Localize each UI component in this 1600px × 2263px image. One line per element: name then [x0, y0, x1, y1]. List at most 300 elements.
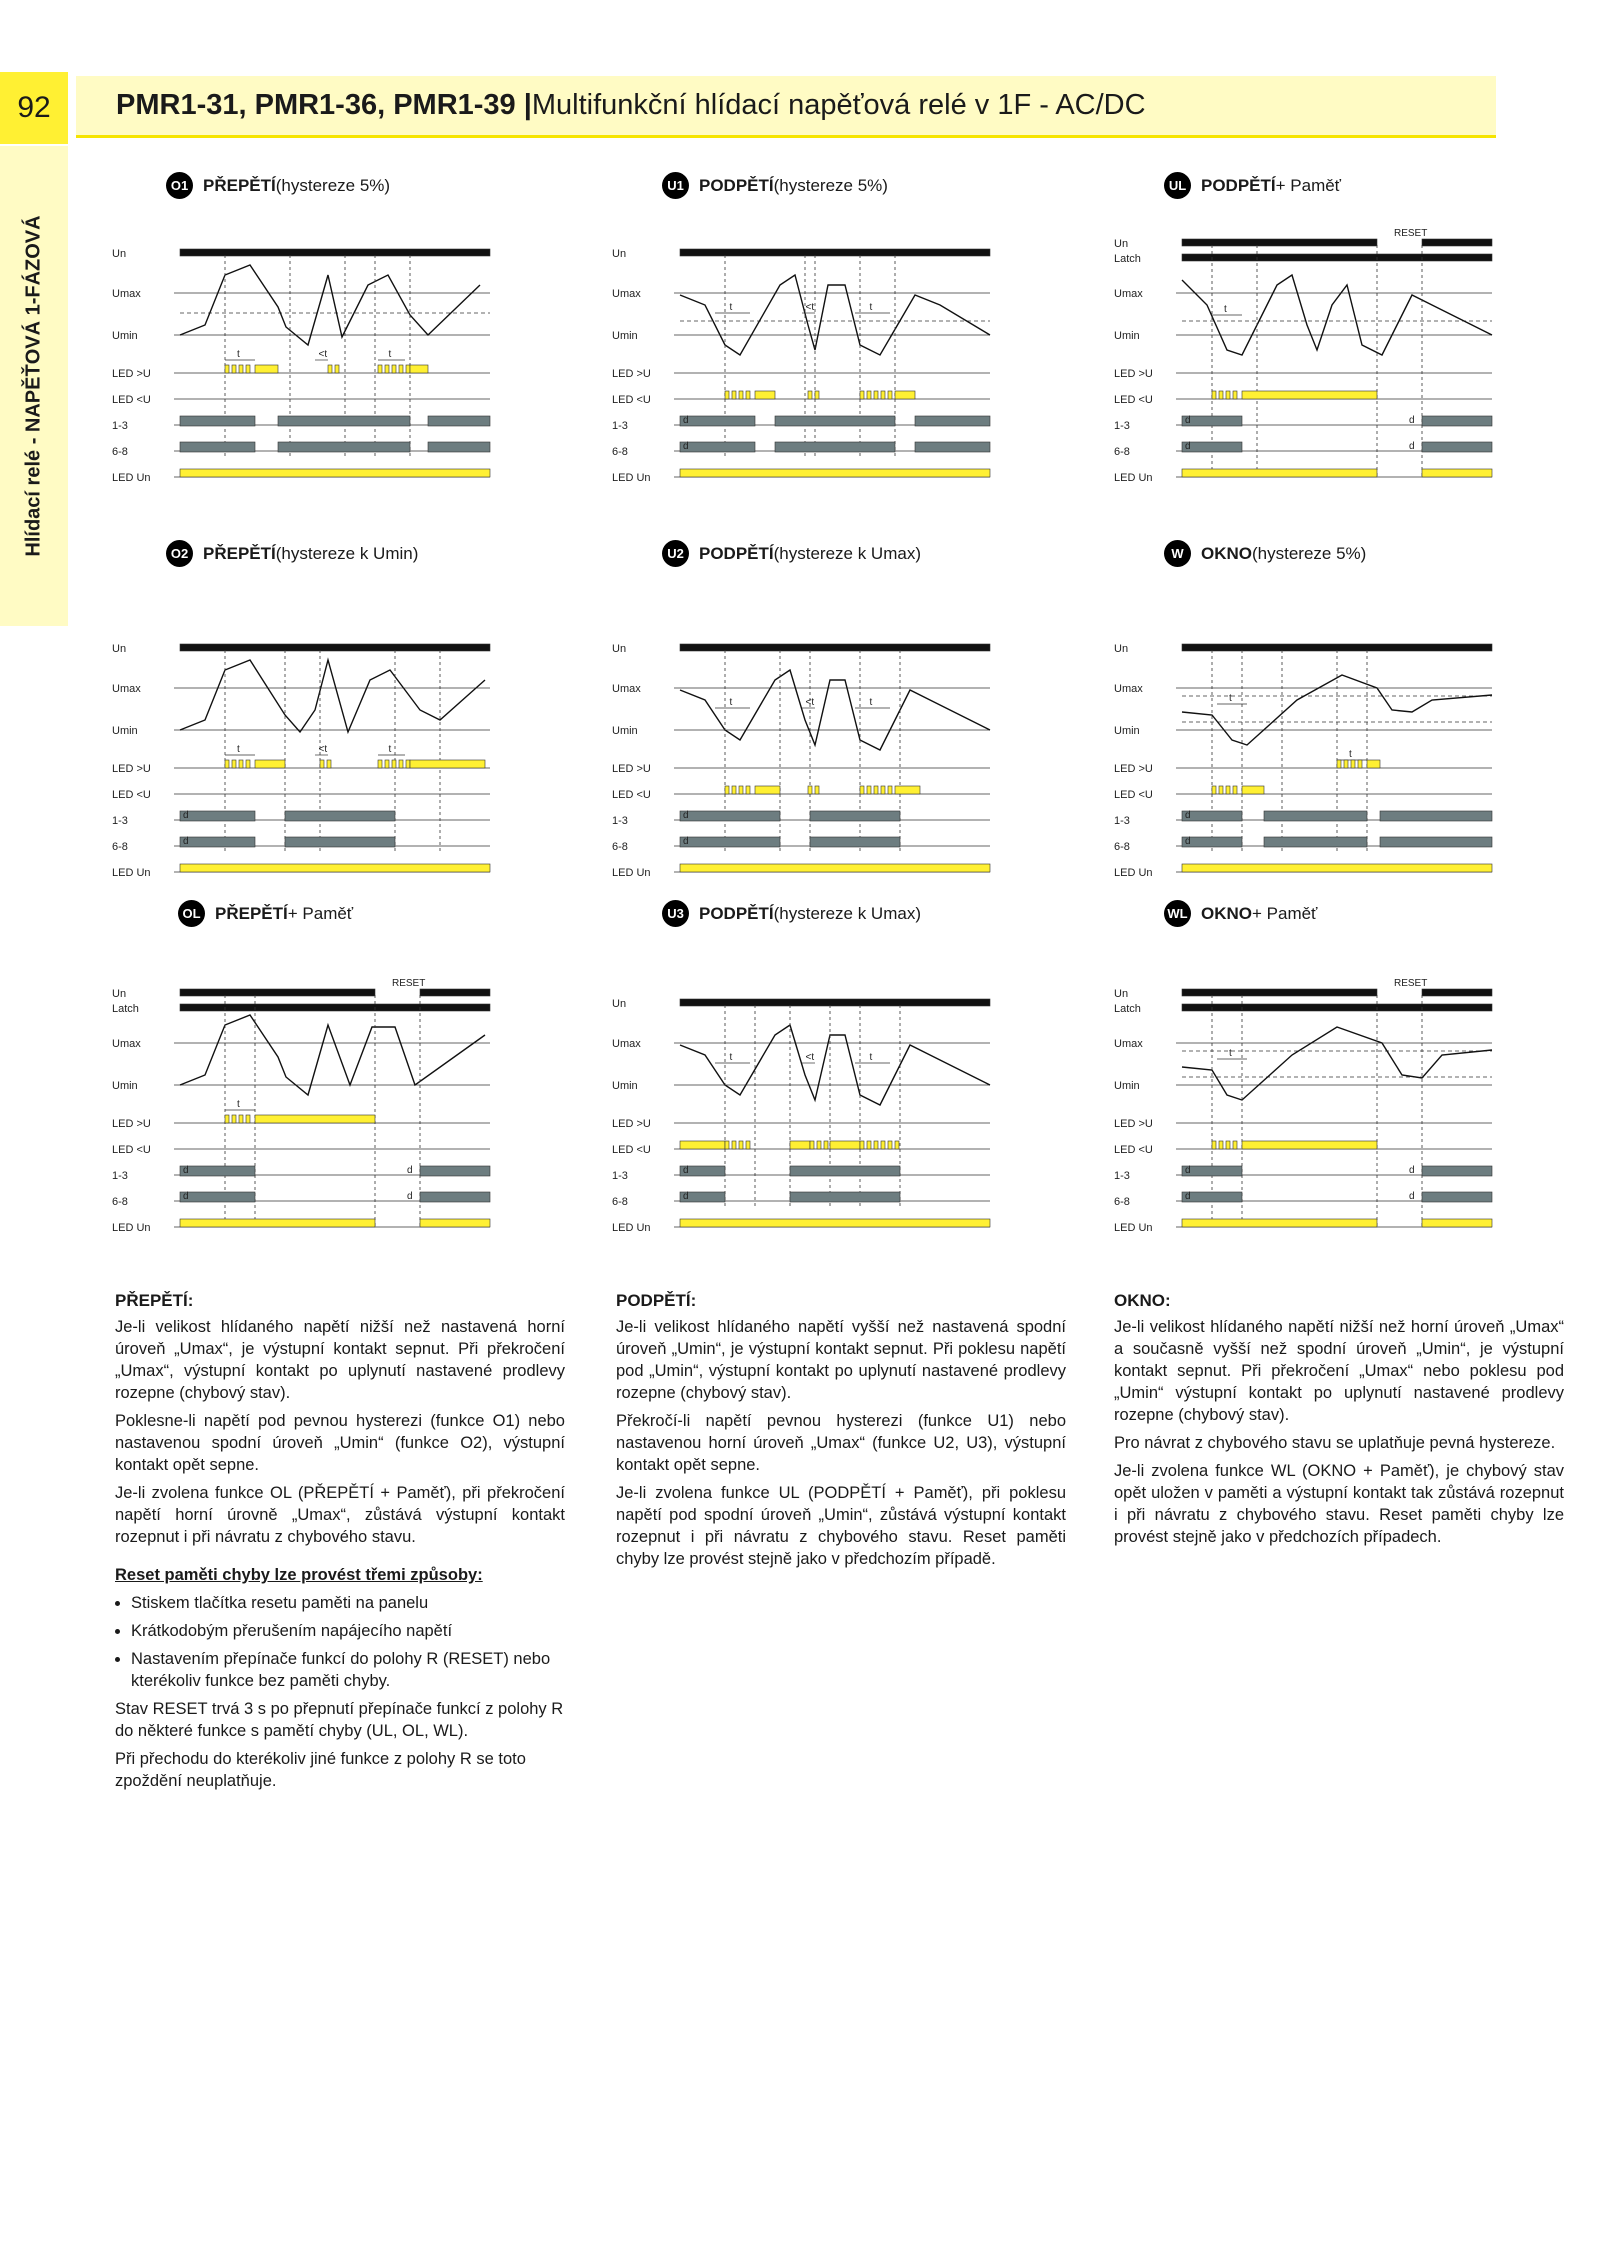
badge-wl: WL	[1164, 900, 1191, 927]
led-blink	[860, 786, 864, 794]
relay-6-8-closed	[1182, 1192, 1242, 1202]
reset-heading: Reset paměti chyby lze provést třemi způsoby:	[115, 1566, 483, 1584]
relay-1-3-closed	[790, 1166, 900, 1176]
diagram-title-wl	[1164, 900, 1317, 927]
paragraph: Stav RESET trvá 3 s po přepnutí přepínače funkcí z polohy R do některé funkce s pamětí chyby (UL, OL, WL).	[115, 1700, 564, 1740]
led-un-on	[1182, 1219, 1377, 1227]
led-blink	[815, 786, 819, 794]
led-blink	[1212, 1141, 1216, 1149]
led-un-on	[1182, 864, 1492, 872]
d-label: d	[683, 441, 689, 452]
title-rest: + Paměť	[287, 903, 354, 923]
supply-voltage-bar	[680, 249, 990, 256]
supply-voltage-bar	[680, 644, 990, 651]
timing-diagram-ul	[1112, 225, 1502, 495]
led-blink	[739, 1141, 743, 1149]
led-blink	[320, 760, 324, 768]
diagram-title-u2	[662, 540, 921, 567]
paragraph: Je-li zvolena funkce OL (PŘEPĚTÍ + Paměť), při překročení napětí horní úrovně „Umax“, zůstává výstupní kontakt rozepnut i při návratu z chybového stavu.	[115, 1484, 565, 1546]
label-un: Un	[1114, 643, 1129, 655]
led-blink	[1212, 391, 1216, 399]
supply-voltage-bar	[680, 999, 990, 1006]
led-under-on	[1242, 1141, 1377, 1149]
label-relay-6-8: 6-8	[1114, 1196, 1130, 1208]
label-umin: Umin	[112, 725, 138, 737]
label-led-over: LED >U	[112, 763, 151, 775]
timing-diagram-w	[1112, 620, 1502, 880]
led-blink	[328, 365, 332, 373]
led-blink	[867, 786, 871, 794]
led-blink	[1219, 391, 1223, 399]
relay-1-3-closed	[1422, 1166, 1492, 1176]
label-led-un: LED Un	[1114, 867, 1153, 879]
relay-1-3-closed	[285, 811, 395, 821]
title-rest: + Paměť	[1252, 903, 1318, 923]
delay-label: t	[1349, 749, 1352, 760]
supply-voltage-bar	[180, 249, 490, 256]
label-umax: Umax	[612, 288, 641, 300]
d-label: d	[407, 1165, 413, 1176]
led-blink	[732, 1141, 736, 1149]
list-item: • Stiskem tlačítka resetu paměti na panelu	[131, 1592, 565, 1614]
diagram-title-w	[1164, 540, 1366, 567]
led-un-on	[180, 864, 490, 872]
label-led-over: LED >U	[1114, 1118, 1153, 1130]
badge-ul: UL	[1164, 172, 1191, 199]
label-un: Un	[112, 643, 127, 655]
led-blink	[225, 760, 229, 768]
led-blink	[232, 760, 236, 768]
relay-6-8-closed	[775, 442, 895, 452]
timing-diagram-u1	[610, 225, 1000, 495]
label-relay-6-8: 6-8	[612, 446, 628, 458]
relay-6-8-closed	[680, 837, 780, 847]
title-bold: PODPĚTÍ	[699, 903, 774, 923]
led-under-on	[1242, 786, 1264, 794]
relay-6-8-closed	[180, 1192, 255, 1202]
label-latch: Latch	[1114, 1003, 1141, 1015]
side-tab	[0, 146, 68, 626]
voltage-waveform	[680, 275, 990, 355]
led-blink	[1226, 1141, 1230, 1149]
relay-6-8-closed	[285, 837, 395, 847]
delay-label: t	[1229, 1048, 1232, 1059]
led-blink	[392, 365, 396, 373]
label-relay-6-8: 6-8	[612, 1196, 628, 1208]
relay-6-8-closed	[790, 1192, 900, 1202]
label-led-un: LED Un	[112, 867, 151, 879]
led-blink	[327, 760, 331, 768]
timing-diagram-u2	[610, 620, 1000, 880]
label-led-under: LED <U	[112, 789, 151, 801]
paragraph: Pro návrat z chybového stavu se uplatňuje pevná hystereze.	[1114, 1434, 1556, 1452]
relay-6-8-closed	[420, 1192, 490, 1202]
paragraph: Poklesne-li napětí pod pevnou hysterezi (funkce O1) nebo nastavenou spodní úroveň „Umin“ (funkce O2), výstupní kontakt opět sepne.	[115, 1412, 565, 1474]
label-led-un: LED Un	[612, 472, 651, 484]
label-led-over: LED >U	[612, 763, 651, 775]
delay-label: <t	[805, 1052, 815, 1063]
badge-u2: U2	[662, 540, 689, 567]
led-blink	[1233, 786, 1237, 794]
relay-1-3-closed	[278, 416, 410, 426]
supply-voltage-bar	[1182, 989, 1377, 996]
relay-6-8-closed	[1264, 837, 1367, 847]
led-blink	[239, 760, 243, 768]
led-un-on	[1422, 1219, 1492, 1227]
relay-6-8-closed	[278, 442, 410, 452]
title-rest: (hystereze k Umax)	[773, 543, 921, 563]
led-blink	[808, 786, 812, 794]
delay-label: t	[388, 744, 392, 755]
paragraph: Překročí-li napětí pevnou hysterezi (funkce U1) nebo nastavenou horní úroveň „Umax“ (funkce U2, U3), výstupní kontakt opět sepne.	[616, 1412, 1066, 1474]
led-blink	[1226, 391, 1230, 399]
led-blink	[399, 365, 403, 373]
relay-1-3-closed	[428, 416, 490, 426]
led-blink	[385, 365, 389, 373]
led-under-on	[830, 1141, 860, 1149]
led-over-on	[255, 760, 285, 768]
led-blink	[746, 1141, 750, 1149]
title-bold: PODPĚTÍ	[699, 543, 774, 563]
delay-label: <t	[318, 349, 328, 360]
label-umin: Umin	[112, 1080, 138, 1092]
label-relay-1-3: 1-3	[112, 1170, 128, 1182]
delay-label: t	[1224, 304, 1227, 315]
relay-6-8-closed	[428, 442, 490, 452]
label-relay-1-3: 1-3	[612, 1170, 628, 1182]
label-umin: Umin	[612, 725, 638, 737]
delay-label: t	[729, 1052, 733, 1063]
led-blink	[817, 1141, 821, 1149]
led-blink	[239, 1115, 243, 1123]
delay-label: t	[729, 697, 733, 708]
supply-voltage-bar	[1422, 989, 1492, 996]
led-blink	[1351, 760, 1355, 768]
led-over-on	[255, 1115, 375, 1123]
relay-6-8-closed	[915, 442, 990, 452]
led-blink	[385, 760, 389, 768]
label-umin: Umin	[112, 330, 138, 342]
label-umin: Umin	[1114, 1080, 1140, 1092]
label-umin: Umin	[612, 1080, 638, 1092]
led-blink	[867, 391, 871, 399]
title-rest: (hystereze k Umax)	[773, 903, 921, 923]
label-umax: Umax	[612, 1038, 641, 1050]
led-blink	[232, 365, 236, 373]
delay-label: t	[388, 349, 392, 360]
led-blink	[246, 365, 250, 373]
label-umin: Umin	[1114, 725, 1140, 737]
label-relay-1-3: 1-3	[1114, 815, 1130, 827]
badge-o2: O2	[166, 540, 193, 567]
label-led-over: LED >U	[612, 368, 651, 380]
label-umax: Umax	[112, 288, 141, 300]
led-blink	[895, 1141, 899, 1149]
title-rest: (hystereze 5%)	[773, 175, 888, 195]
relay-6-8-closed	[180, 442, 255, 452]
supply-voltage-bar	[1182, 239, 1377, 246]
relay-6-8-closed	[680, 442, 755, 452]
text-column-undervoltage	[616, 1290, 1066, 1576]
led-blink	[392, 760, 396, 768]
relay-1-3-closed	[420, 1166, 490, 1176]
label-relay-6-8: 6-8	[112, 446, 128, 458]
label-umin: Umin	[612, 330, 638, 342]
label-led-over: LED >U	[612, 1118, 651, 1130]
led-blink	[1219, 786, 1223, 794]
led-blink	[232, 1115, 236, 1123]
led-blink	[378, 760, 382, 768]
led-un-on	[1422, 469, 1492, 477]
paragraph: Je-li zvolena funkce WL (OKNO + Paměť), je chybový stav opět uložen v paměti a výstupní kontakt tak zůstává rozepnut i při návratu z chybového stavu. Reset paměti chyby lze provést stejně jako v předchozích případech.	[1114, 1462, 1564, 1546]
label-relay-1-3: 1-3	[112, 815, 128, 827]
label-relay-1-3: 1-3	[1114, 420, 1130, 432]
relay-1-3-closed	[680, 416, 755, 426]
led-blink	[824, 1141, 828, 1149]
reset-list	[115, 1592, 565, 1692]
title-rest: (hystereze 5%)	[1252, 543, 1367, 563]
d-label: d	[1409, 1165, 1415, 1176]
heading-undervoltage: PODPĚTÍ:	[616, 1291, 697, 1310]
led-blink	[810, 1141, 814, 1149]
label-un: Un	[612, 998, 627, 1010]
led-blink	[881, 1141, 885, 1149]
page-number: 92	[0, 72, 68, 144]
title-rest: (hystereze k Umin)	[275, 543, 419, 563]
delay-label: <t	[805, 697, 815, 708]
led-under-on	[680, 1141, 725, 1149]
led-over-on	[255, 365, 278, 373]
voltage-waveform	[180, 660, 485, 732]
led-over-on	[410, 365, 428, 373]
delay-label: t	[1229, 693, 1232, 704]
paragraph: Při přechodu do kterékoliv jiné funkce z polohy R se toto zpoždění neuplatňuje.	[115, 1750, 526, 1790]
label-led-under: LED <U	[1114, 394, 1153, 406]
led-under-on	[895, 786, 920, 794]
label-un: Un	[112, 248, 127, 260]
led-blink	[815, 391, 819, 399]
led-under-on	[790, 1141, 810, 1149]
side-tab-label: Hlídací relé - NAPĚŤOVÁ 1-FÁZOVÁ	[22, 215, 45, 557]
label-led-un: LED Un	[612, 867, 651, 879]
led-blink	[739, 391, 743, 399]
heading-overvoltage: PŘEPĚTÍ:	[115, 1291, 194, 1310]
d-label: d	[183, 1165, 189, 1176]
title-bold: PŘEPĚTÍ	[203, 543, 276, 563]
label-led-under: LED <U	[612, 1144, 651, 1156]
supply-voltage-bar	[1422, 239, 1492, 246]
led-blink	[725, 391, 729, 399]
label-relay-1-3: 1-3	[1114, 1170, 1130, 1182]
title-bold: PŘEPĚTÍ	[215, 903, 288, 923]
label-led-un: LED Un	[612, 1222, 651, 1234]
led-blink	[860, 391, 864, 399]
d-label: d	[1185, 836, 1191, 847]
led-blink	[246, 760, 250, 768]
label-relay-1-3: 1-3	[612, 420, 628, 432]
title-rest: (hystereze 5%)	[275, 175, 391, 195]
title-bold: PODPĚTÍ	[1201, 175, 1276, 195]
voltage-waveform	[680, 670, 990, 750]
led-un-on	[180, 1219, 375, 1227]
label-un: Un	[112, 988, 127, 1000]
label-relay-6-8: 6-8	[1114, 446, 1130, 458]
label-led-un: LED Un	[112, 1222, 151, 1234]
timing-diagram-wl	[1112, 975, 1502, 1245]
label-relay-6-8: 6-8	[112, 1196, 128, 1208]
led-blink	[239, 365, 243, 373]
led-blink	[739, 786, 743, 794]
label-un: Un	[1114, 988, 1129, 1000]
voltage-waveform	[1182, 1027, 1492, 1100]
label-led-over: LED >U	[112, 368, 151, 380]
header-title-bold: PMR1-31, PMR1-36, PMR1-39 |	[116, 89, 532, 121]
relay-1-3-closed	[1380, 811, 1492, 821]
relay-1-3-closed	[180, 416, 255, 426]
led-un-on	[180, 469, 490, 477]
diagram-title-u3	[662, 900, 921, 927]
paragraph: Je-li velikost hlídaného napětí vyšší než nastavená spodní úroveň „Umin“, je výstupní kontakt sepnut. Při poklesu napětí pod „Umin“, výstupní kontakt po uplynutí nastavené prodlevy rozepne (chybový stav).	[616, 1318, 1066, 1402]
timing-diagram-o2	[110, 620, 500, 880]
relay-1-3-closed	[1182, 1166, 1242, 1176]
relay-1-3-closed	[1264, 811, 1367, 821]
led-blink	[1226, 786, 1230, 794]
relay-6-8-closed	[1182, 837, 1242, 847]
relay-6-8-closed	[1380, 837, 1492, 847]
d-label: d	[1409, 441, 1415, 452]
led-blink	[1219, 1141, 1223, 1149]
label-led-under: LED <U	[612, 789, 651, 801]
reset-label: RESET	[1394, 978, 1428, 989]
label-led-over: LED >U	[1114, 763, 1153, 775]
latch-bar	[180, 1004, 490, 1011]
relay-1-3-closed	[810, 811, 900, 821]
relay-6-8-closed	[1422, 1192, 1492, 1202]
diagram-title-o1	[166, 172, 390, 199]
led-blink	[225, 365, 229, 373]
latch-bar	[1182, 254, 1492, 261]
title-bold: PŘEPĚTÍ	[203, 175, 276, 195]
timing-diagram-o1	[110, 225, 500, 495]
delay-label: t	[729, 302, 733, 313]
text-column-window	[1114, 1290, 1564, 1554]
delay-label: t	[869, 1052, 873, 1063]
led-blink	[867, 1141, 871, 1149]
d-label: d	[183, 836, 189, 847]
led-blink	[732, 786, 736, 794]
label-led-under: LED <U	[612, 394, 651, 406]
label-umax: Umax	[112, 1038, 141, 1050]
label-relay-6-8: 6-8	[612, 841, 628, 853]
led-blink	[1337, 760, 1341, 768]
relay-1-3-closed	[1182, 416, 1242, 426]
title-bold: PODPĚTÍ	[699, 175, 774, 195]
list-item: • Krátkodobým přerušením napájecího napětí	[131, 1620, 565, 1642]
label-led-un: LED Un	[112, 472, 151, 484]
voltage-waveform	[180, 1015, 485, 1095]
title-bold: OKNO	[1201, 903, 1252, 923]
d-label: d	[1409, 415, 1415, 426]
led-blink	[725, 1141, 729, 1149]
badge-u1: U1	[662, 172, 689, 199]
relay-6-8-closed	[810, 837, 900, 847]
label-umax: Umax	[1114, 288, 1143, 300]
led-over-on	[410, 760, 485, 768]
led-blink	[881, 391, 885, 399]
timing-diagram-u3	[610, 975, 1000, 1245]
led-un-on	[420, 1219, 490, 1227]
d-label: d	[1409, 1191, 1415, 1202]
reset-label: RESET	[1394, 228, 1428, 239]
d-label: d	[1185, 1165, 1191, 1176]
title-bold: OKNO	[1201, 543, 1252, 563]
supply-voltage-bar	[420, 989, 490, 996]
supply-voltage-bar	[180, 989, 375, 996]
led-under-on	[755, 786, 780, 794]
label-led-under: LED <U	[112, 1144, 151, 1156]
led-blink	[1358, 760, 1362, 768]
d-label: d	[1185, 415, 1191, 426]
label-umax: Umax	[1114, 1038, 1143, 1050]
label-led-over: LED >U	[1114, 368, 1153, 380]
led-under-on	[1242, 391, 1377, 399]
relay-6-8-closed	[1182, 442, 1242, 452]
led-blink	[406, 365, 410, 373]
heading-window: OKNO:	[1114, 1291, 1171, 1310]
delay-label: <t	[805, 302, 815, 313]
led-blink	[888, 786, 892, 794]
label-un: Un	[612, 643, 627, 655]
led-blink	[725, 786, 729, 794]
delay-label: t	[237, 1099, 240, 1110]
supply-voltage-bar	[180, 644, 490, 651]
led-blink	[888, 1141, 892, 1149]
diagram-title-u1	[662, 172, 888, 199]
led-un-on	[680, 469, 990, 477]
d-label: d	[683, 1191, 689, 1202]
led-blink	[746, 786, 750, 794]
led-blink	[746, 391, 750, 399]
delay-label: t	[237, 744, 240, 755]
paragraph: Je-li zvolena funkce UL (PODPĚTÍ + Paměť), při poklesu napětí pod spodní úroveň „Umin“, zůstává výstupní kontakt rozepnut i při návratu z chybového stavu. Reset paměti chyby lze provést stejně jako v předchozím případě.	[616, 1484, 1066, 1568]
label-un: Un	[1114, 238, 1129, 250]
label-latch: Latch	[1114, 253, 1141, 265]
header-title-rest: Multifunkční hlídací napěťová relé v 1F - AC/DC	[531, 89, 1146, 121]
led-blink	[732, 391, 736, 399]
d-label: d	[1185, 441, 1191, 452]
led-un-on	[680, 1219, 990, 1227]
led-blink	[1233, 391, 1237, 399]
diagram-title-ol	[178, 900, 353, 927]
list-item: • Nastavením přepínače funkcí do polohy R (RESET) nebo kterékoliv funkce bez paměti chyby.	[131, 1648, 565, 1692]
timing-diagram-ol	[110, 975, 500, 1245]
led-under-on	[895, 391, 915, 399]
label-led-under: LED <U	[1114, 789, 1153, 801]
relay-1-3-closed	[915, 416, 990, 426]
diagram-title-o2	[166, 540, 418, 567]
led-blink	[399, 760, 403, 768]
led-blink	[808, 391, 812, 399]
led-blink	[1212, 786, 1216, 794]
label-umax: Umax	[112, 683, 141, 695]
badge-u3: U3	[662, 900, 689, 927]
led-blink	[881, 786, 885, 794]
badge-ol: OL	[178, 900, 205, 927]
paragraph: Je-li velikost hlídaného napětí nižší než horní úroveň „Umax“ a současně vyšší než spodní úroveň „Umin“, je výstupní kontakt sepnut. Při překročení „Umax“ nebo poklesu pod „Umin“ výstupní kontakt po uplynutí nastavené prodlevy rozepne (chybový stav).	[1114, 1318, 1564, 1424]
supply-voltage-bar	[1182, 644, 1492, 651]
reset-label: RESET	[392, 978, 426, 989]
d-label: d	[683, 836, 689, 847]
